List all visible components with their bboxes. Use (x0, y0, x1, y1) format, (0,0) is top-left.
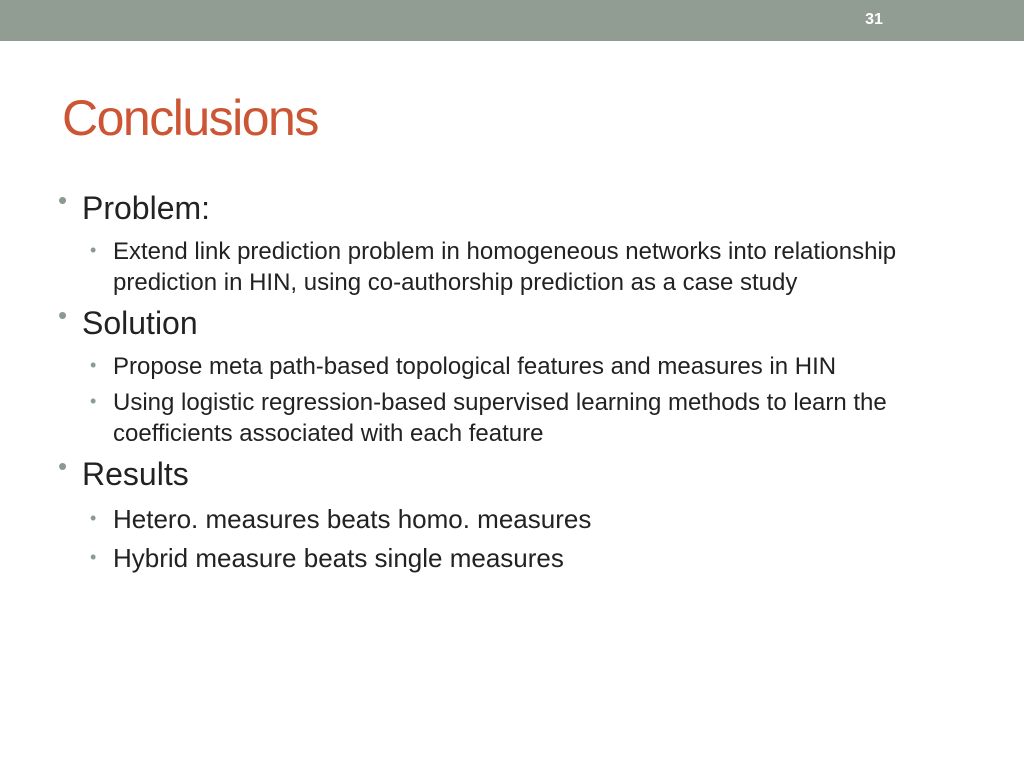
list-item (58, 387, 958, 449)
bullet-list (58, 185, 958, 580)
list-item (58, 351, 958, 382)
bullet-icon: • (58, 185, 68, 215)
bullet-icon: • (90, 240, 97, 260)
list-item-text: Propose meta path-based topological features and measures in HIN (113, 353, 837, 380)
section-heading-label: Problem: (82, 190, 211, 226)
section-solution (58, 300, 958, 449)
section-heading-label: Solution (82, 305, 198, 341)
section-results (58, 451, 958, 575)
bullet-icon: • (90, 355, 97, 375)
slide-title: Conclusions (62, 90, 318, 146)
list-item (58, 236, 958, 298)
section-heading-label: Results (82, 456, 189, 492)
list-item-text: Hybrid measure beats single measures (113, 543, 564, 573)
bullet-icon: • (90, 508, 97, 528)
section-heading (58, 185, 958, 228)
bullet-icon: • (58, 300, 68, 330)
bullet-icon: • (90, 391, 97, 411)
slide-number: 31 (865, 11, 883, 28)
section-heading (58, 451, 958, 494)
list-item (58, 541, 958, 575)
section-heading (58, 300, 958, 343)
bullet-icon: • (58, 451, 68, 481)
list-item-text: Extend link prediction problem in homogeneous networks into relationship prediction in HIN, using co-authorship prediction as a case study (113, 238, 897, 296)
list-item-text: Hetero. measures beats homo. measures (113, 504, 592, 534)
header-bar (0, 0, 1024, 41)
section-problem (58, 185, 958, 298)
list-item (58, 502, 958, 536)
list-item-text: Using logistic regression-based supervised learning methods to learn the coefficients associated with each feature (113, 389, 887, 447)
bullet-icon: • (90, 547, 97, 567)
